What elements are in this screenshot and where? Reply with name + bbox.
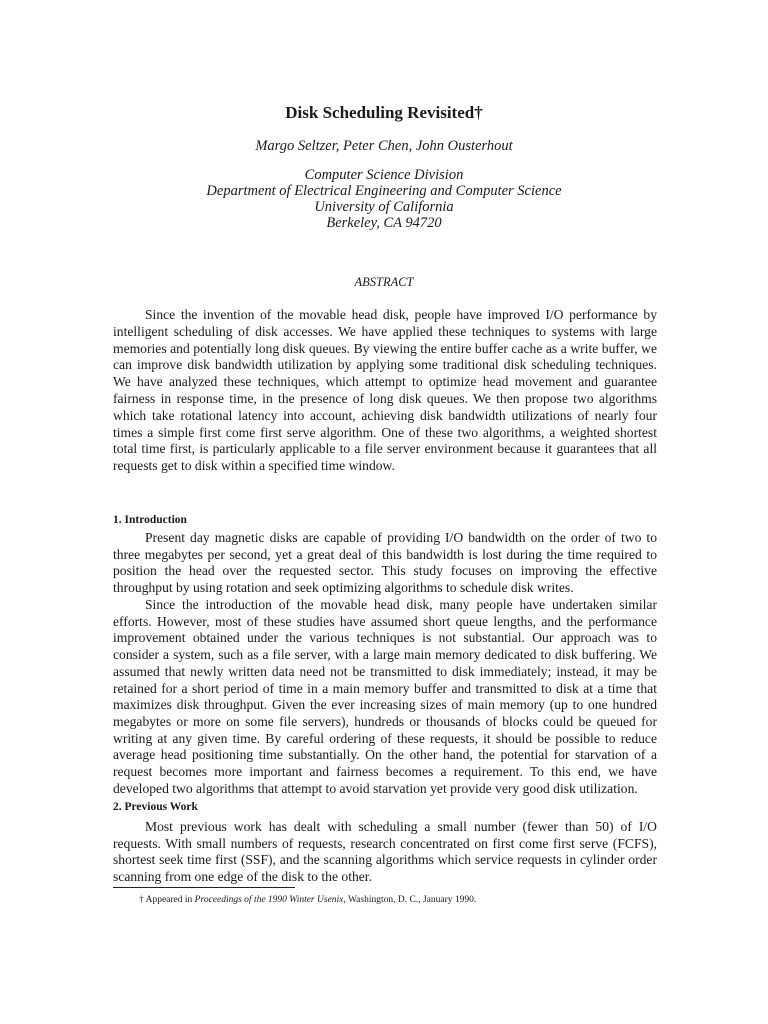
introduction-paragraph: Present day magnetic disks are capable of providing I/O bandwidth on the order of two to three megabytes per second, yet a great deal of this bandwidth is lost during the time required to position the head over the requested sector. This study focuses on improving the effective throughput by using rotation and seek optimizing algorithms to schedule disk writes.: [113, 530, 657, 596]
abstract-heading: ABSTRACT: [354, 275, 414, 289]
introduction-paragraph: Since the introduction of the movable head disk, many people have undertaken similar efforts. However, most of these studies have assumed short queue lengths, and the performance improvement obtained under the various techniques is not substantial. Our approach was to consider a system, such as a file server, with a large main memory dedicated to disk buffering. We assumed that newly written data need not be transmitted to disk immediately; instead, it may be retained for a short period of time in a main memory buffer and transmitted to disk at a time that maximizes disk throughput. Given the ever increasing sizes of main memory (up to one hundred megabytes or more on some file servers), hundreds or thousands of blocks could be queued for writing at any given time. By careful ordering of these requests, it should be possible to reduce average head positioning time substantially. On the other hand, the potential for starvation of a request becomes more important and fairness becomes a requirement. To this end, we have developed two algorithms that attempt to avoid starvation yet provide very good disk utilization.: [113, 597, 657, 796]
affiliation-line: Department of Electrical Engineering and Computer Science: [206, 183, 562, 199]
paper-authors: Margo Seltzer, Peter Chen, John Ousterhout: [255, 138, 513, 154]
affiliation-block: [0, 167, 768, 231]
footnote-venue: Proceedings of the 1990 Winter Usenix: [194, 895, 344, 905]
previous-work-paragraph: Most previous work has dealt with scheduling a small number (fewer than 50) of I/O requests. With small numbers of requests, research concentrated on first come first serve (FCFS), shortest seek time first (SSF), and the scanning algorithms which service requests in cylinder order scanning from one edge of the disk to the other.: [113, 819, 657, 885]
affiliation-line: Computer Science Division: [304, 167, 464, 183]
footnote-divider: [113, 887, 295, 888]
abstract-body: Since the invention of the movable head disk, people have improved I/O performance by intelligent scheduling of disk accesses. We have applied these techniques to systems with large memories and potentially long disk queues. By viewing the entire buffer cache as a write buffer, we can improve disk bandwidth utilization by applying some traditional disk scheduling techniques. We have analyzed these techniques, which attempt to optimize head movement and guarantee fairness in response time, in the presence of long disk queues. We then propose two algorithms which take rotational latency into account, achieving disk bandwidth utilizations of nearly four times a simple first come first serve algorithm. One of these two algorithms, a weighted shortest total time first, is particularly applicable to a file server environment because it guarantees that all requests get to disk within a specified time window.: [113, 307, 657, 474]
section-heading-previous-work: 2. Previous Work: [113, 801, 198, 813]
paper-title: Disk Scheduling Revisited†: [285, 103, 483, 122]
affiliation-line: University of California: [314, 199, 454, 215]
section-heading-introduction: 1. Introduction: [113, 514, 187, 526]
affiliation-line: Berkeley, CA 94720: [326, 215, 442, 231]
footnote: [139, 894, 659, 906]
footnote-prefix: † Appeared in: [139, 895, 195, 905]
footnote-suffix: , Washington, D. C., January 1990.: [343, 895, 477, 905]
